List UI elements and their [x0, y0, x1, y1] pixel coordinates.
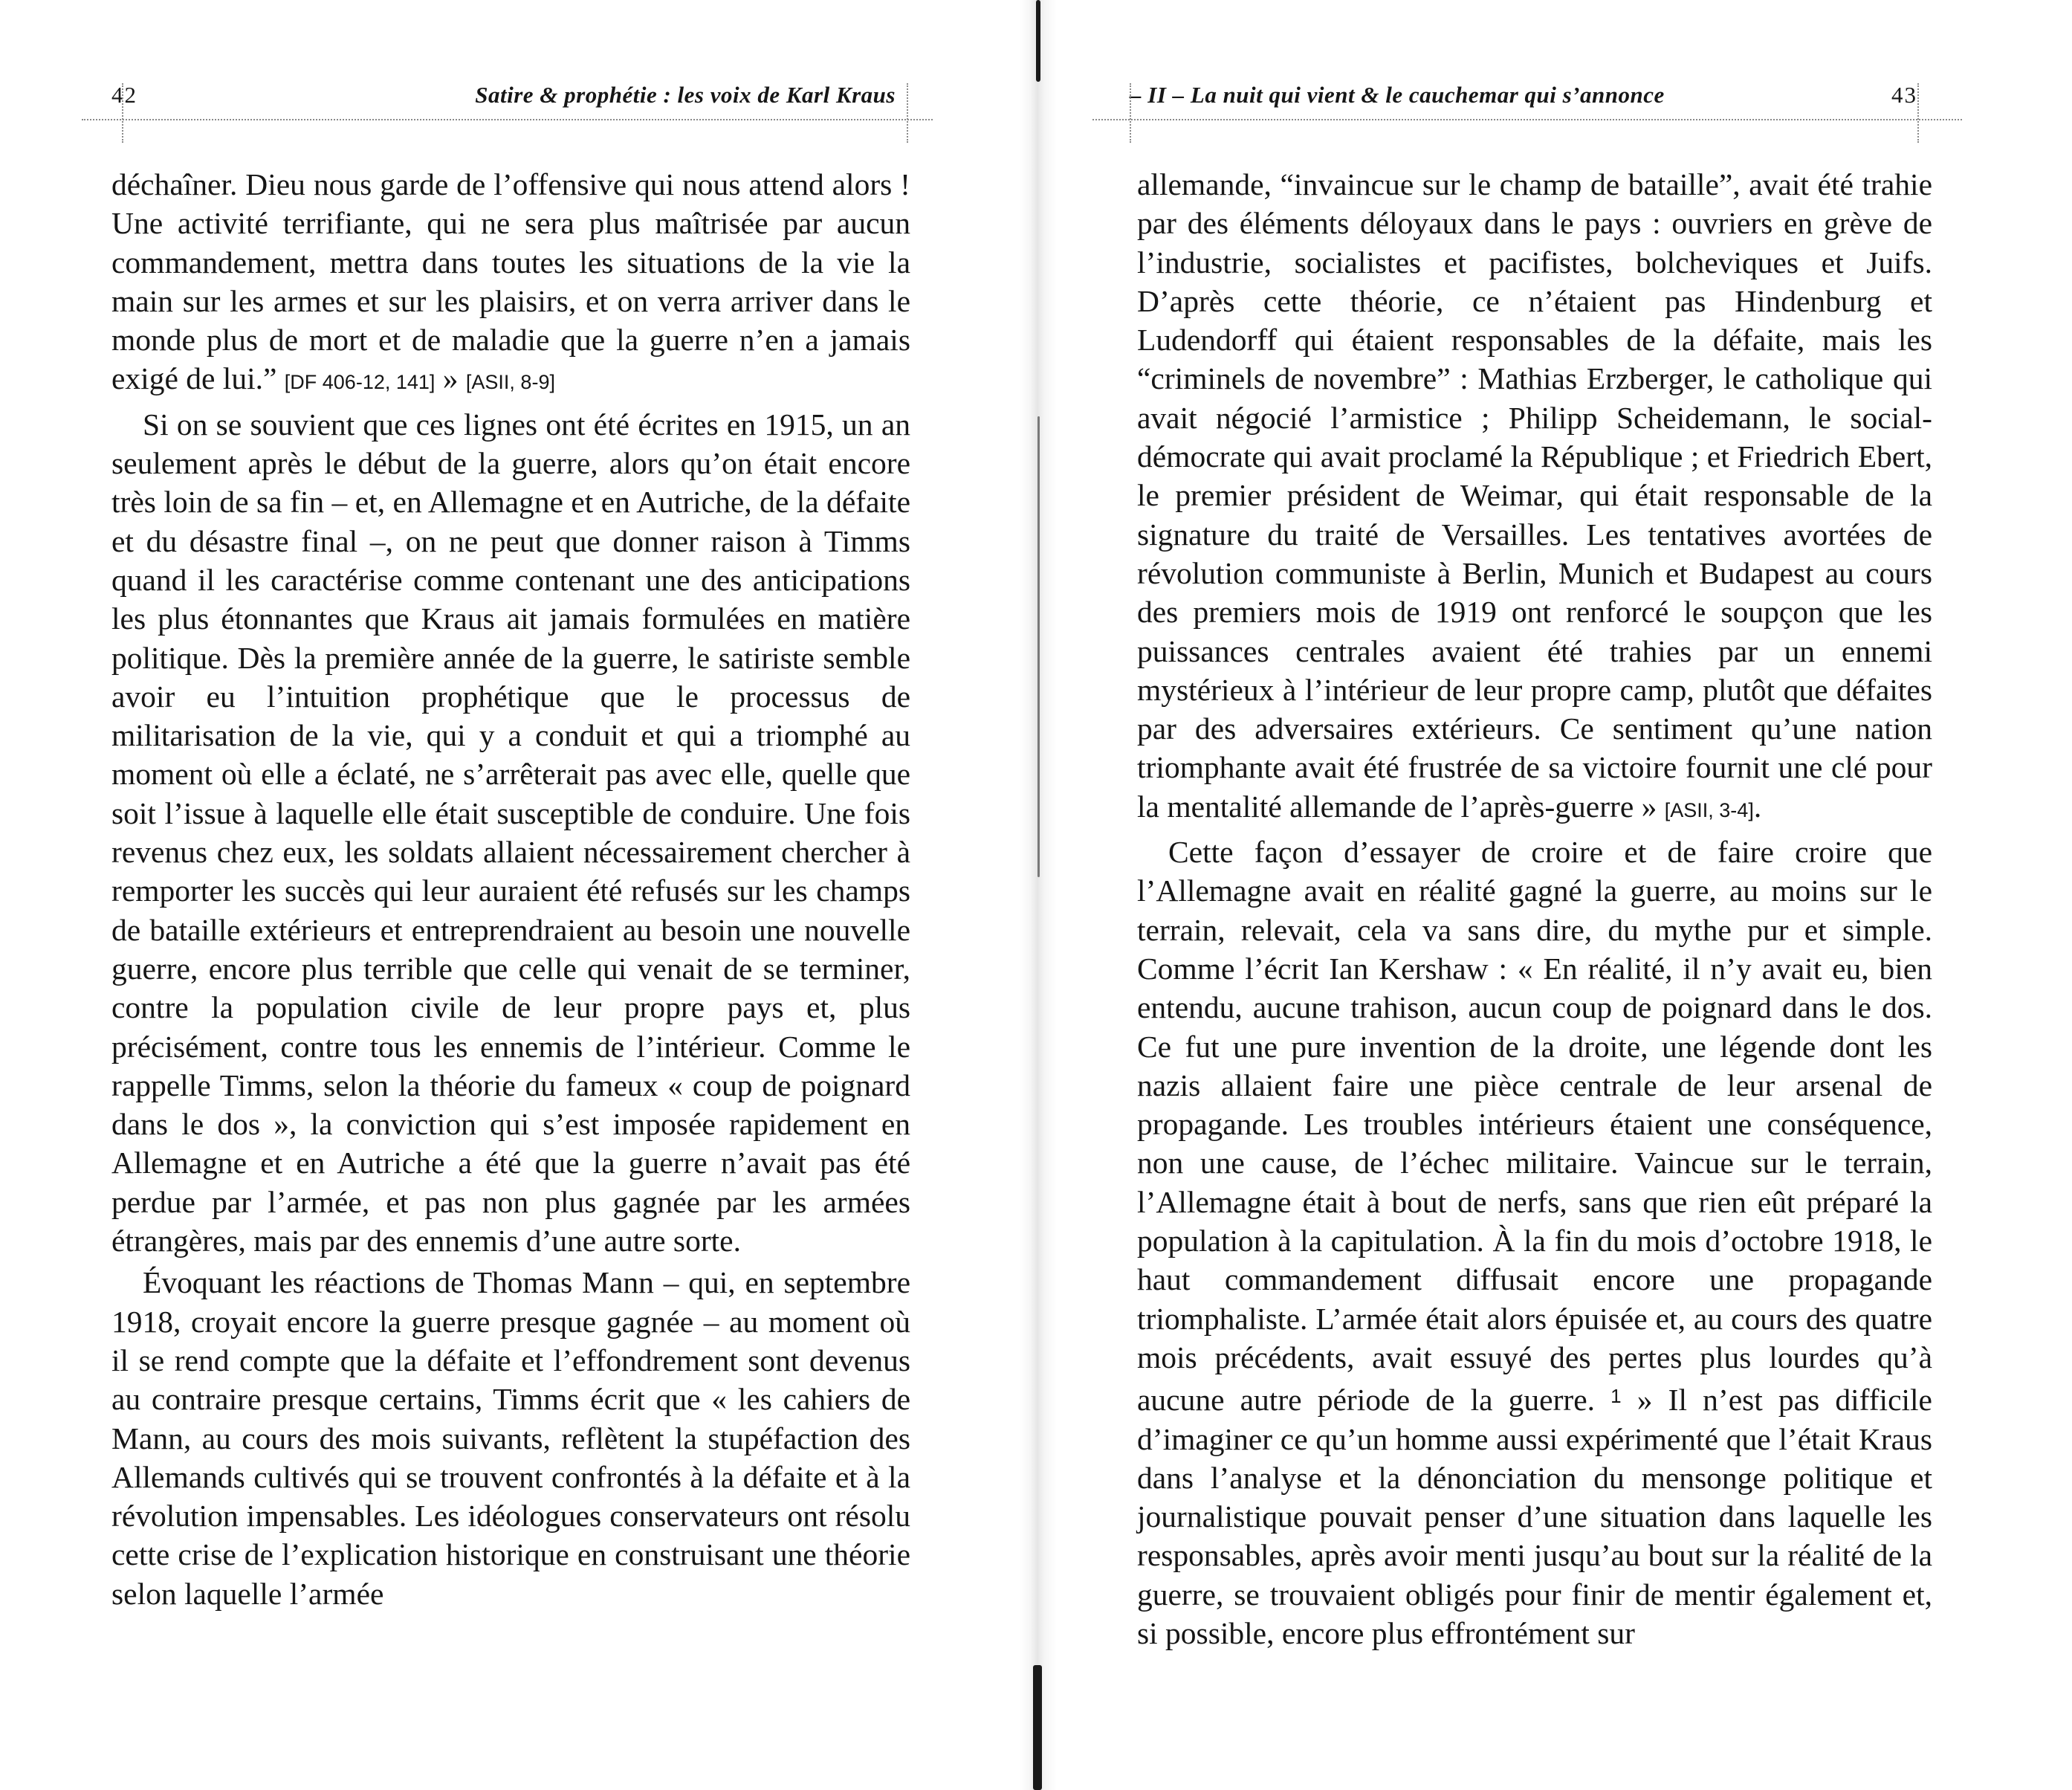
paragraph [1137, 833, 1932, 1652]
citation-ref: [ASII, 8-9] [465, 371, 555, 394]
paragraph: Évoquant les réactions de Thomas Mann – qui, en septembre 1918, croyait encore la guerre presque gagnée – au moment où il se rend compte que la défaite et l’effondrement sont devenus au contraire presque certains, Timms écrit que « les cahiers de Mann, au cours des mois suivants, reflètent la stupéfaction des Allemands cultivés qui se trouvent confrontés à la défaite et à la révolution impensables. Les idéologues conservateurs ont résolu cette crise de l’explication historique en construisant une théorie selon laquelle l’armée [111, 1265, 910, 1611]
left-header-rule [82, 119, 933, 120]
binding-shadow-middle [1037, 416, 1040, 877]
right-header-rule [1092, 119, 1962, 120]
right-running-head [1115, 82, 1932, 119]
left-page [111, 0, 910, 1790]
paragraph-text: allemande, “invaincue sur le champ de bataille”, avait été trahie par des éléments déloyaux dans le pays : ouvriers en grève de l’industrie, socialistes et pacifistes, bolcheviques et Juifs. D’après cette théorie, ce n’étaient pas Hindenburg et Ludendorff qui étaient responsables de la défaite, mais les “criminels de novembre” : Mathias Erzberger, le catholique qui avait négocié l’armistice ; Philipp Scheidemann, le social-démocrate qui avait proclamé la République ; et Friedrich Ebert, le premier président de Weimar, qui était responsable de la signature du traité de Versailles. Les tentatives avortées de révolution communiste à Berlin, Munich et Budapest au cours des premiers mois de 1919 ont renforcé le soupçon que les puissances centrales avaient été trahies par un ennemi mystérieux à l’intérieur de leur propre camp, plutôt que défaites par des adversaires extérieurs. Ce sentiment qu’une nation triomphante avait été frustrée de sa victoire fournit une clé pour la mentalité allemande de l’après-guerre » [1137, 167, 1932, 824]
left-running-head [111, 82, 910, 119]
paragraph: Si on se souvient que ces lignes ont été écrites en 1915, un an seulement après le début de la guerre, alors qu’on était encore très loin de sa fin – et, en Allemagne et en Autriche, de la défaite et du désastre final –, on ne peut que donner raison à Timms quand il les caractérise comme contenant une des anticipations les plus étonnantes que Kraus ait jamais formulées en matière politique. Dès la première année de la guerre, le satiriste semble avoir eu l’intuition prophétique que le processus de militarisation de la vie, qui y a conduit et qui a triomphé au moment où elle a éclaté, ne s’arrêterait pas avec elle, quelle que soit l’issue à laquelle elle était susceptible de conduire. Une fois revenus chez eux, les soldats allaient nécessairement chercher à remporter les succès qui leur auraient été refusés sur les champs de bataille extérieurs et entreprendraient au besoin une nouvelle guerre, encore plus terrible que celle qui venait de se terminer, contre la population civile de leur propre pays et, plus précisément, contre tous les ennemis de l’intérieur. Comme le rappelle Timms, selon la théorie du fameux « coup de poignard dans le dos », la conviction qui s’est imposée rapidement en Allemagne et en Autriche a été que la guerre n’avait pas été perdue par l’armée, et pas non plus gagnée par les armées étrangères, mais par des ennemis d’une autre sorte. [111, 407, 910, 1259]
quote-close: » [435, 361, 466, 396]
paragraph [1137, 165, 1932, 830]
left-crop-mark [122, 83, 123, 143]
left-crop-mark-right [907, 83, 908, 143]
citation-ref: [DF 406-12, 141] [284, 371, 436, 394]
right-page [1115, 0, 1932, 1790]
paragraph-text-continued: » Il n’est pas difficile d’imaginer ce qu’un homme aussi expérimenté que l’était Kraus dans l’analyse et la dénonciation du mensonge politique et journalistique pouvait penser d’une situation dans laquelle les responsables, après avoir menti jusqu’au bout sur la réalité de la guerre, se trouvaient obligés pour finir de mentir également et, si possible, encore plus effrontément sur [1137, 1383, 1932, 1650]
binding-shadow-top [1036, 0, 1040, 82]
right-running-title: – II – La nuit qui vient & le cauchemar qui s’annonce [1130, 82, 1665, 108]
left-running-title: Satire & prophétie : les voix de Karl Kraus [475, 82, 896, 108]
paragraph-end: . [1753, 789, 1762, 824]
binding-shadow-bottom [1033, 1665, 1042, 1790]
right-page-number: 43 [1891, 82, 1917, 108]
right-crop-mark-right [1917, 83, 1919, 143]
left-body-text [111, 165, 910, 1613]
paragraph-text: Cette façon d’essayer de croire et de faire croire que l’Allemagne avait en réalité gagné la guerre, au moins sur le terrain, relevait, cela va sans dire, du mythe pur et simple. Comme l’écrit Ian Kershaw : « En réalité, il n’y avait eu, bien entendu, aucune trahison, aucun coup de poignard dans le dos. Ce fut une pure invention de la droite, une légende dont les nazis allaient faire une pièce centrale de leur arsenal de propagande. Les troubles intérieurs étaient une conséquence, non une cause, de l’échec militaire. Vaincue sur le terrain, l’Allemagne était à bout de nerfs, sans que rien eût préparé la population à la capitulation. À la fin du mois d’octobre 1918, le haut commandement diffusait encore une propagande triomphaliste. L’armée était alors épuisée et, au cours des quatre mois précédents, avait essuyé des pertes plus lourdes qu’à aucune autre période de la guerre. [1137, 835, 1932, 1418]
citation-ref: [ASII, 3-4] [1664, 798, 1754, 821]
book-gutter [1020, 0, 1057, 1790]
right-crop-mark [1130, 83, 1131, 143]
right-body-text [1137, 165, 1932, 1652]
paragraph [111, 165, 910, 402]
paragraph-text: déchaîner. Dieu nous garde de l’offensive qui nous attend alors ! Une activité terrifiante, qui ne sera plus maîtrisée par aucun commandement, mettra dans toutes les situations de la vie la main sur les armes et sur les plaisirs, et on verra arriver dans le monde plus de mort et de maladie que la guerre n’en a jamais exigé de lui.” [111, 167, 910, 396]
footnote-marker[interactable]: 1 [1610, 1385, 1622, 1408]
left-page-number: 42 [111, 82, 137, 108]
